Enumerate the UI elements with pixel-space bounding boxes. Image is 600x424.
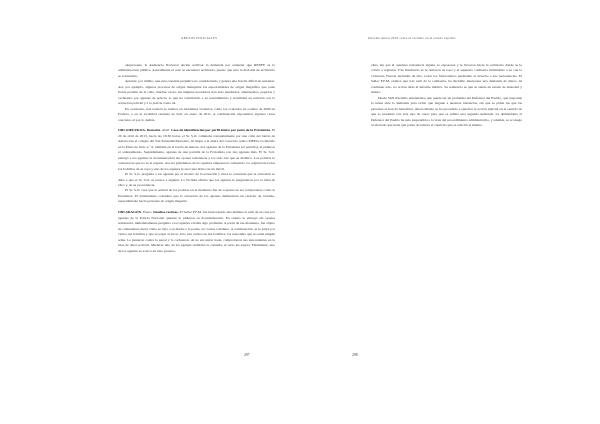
case-location: OID ARAGÓN.	[118, 210, 143, 215]
body-paragraph: alegaciones, la Audiencia Nacional decide archivar la demanda por entender que RENFE es la administración pública. Actualmente el caso se encuentra archivado, puesto que solo la decisión de archivarlo se sobreseído.	[118, 63, 275, 78]
left-body-text	[118, 63, 275, 254]
case-month: Enero.	[142, 210, 153, 215]
body-paragraph: Apuntar, por último, que esta cuestión perjudica no considerando y genera una brecha difícil de restaurar. Así, por ejemplo, algunos procesos de origen manejante los especialidades de origen magnífico que pone frente perdida de la calle, muchas veces, sin ninguna necesidad, han sido insultados, amenazados, pegados y cacheados por agentes de policía, lo que ha contribuido a su resentimiento y hostilidad en relación con la actuación policial y a la policía como tal.	[118, 79, 275, 106]
left-page-number: 297	[244, 353, 250, 357]
body-paragraph: El Sr. S.O. pregunta a los agentes por el motivo de la actuación y éstos le contestan que la actuación se debe a que el Sr. S.O. se parece a alguien. La Víctima afirma que los agentes le preguntaron por la tribu de ellos y, de su procedencia.	[118, 172, 275, 188]
case-body: El Señor F.F.M. fue interceptado una mañana al salir de su casa por agentes de la Policía Nacional quienes le pidieron su documentación. En cuanto le entregó sin oponer resistencia, inmediatamente pregunto a los agentes a habla algo problema. A partir de ese momento, fue objeto de comentarios hacia cómo se vino a su madre a la patria, etc varios a mañero. A continuación, se le palpa por varios sus bolsillos y que se pagar al arroz. Uno tras cacheo en sus bolsillos, los respondió que no tenía ningún arma. Le pusieron contra la pared y lo cachearon. Al no encontrar nada, comprobaron sus antecedentes en la base de datos policial. Mientras uno de los agentes realizaba la consulta, el resto les espera. Finalmente, uno de los agentes se acerca en tono grosero-	[118, 210, 275, 253]
left-page	[95, 0, 295, 424]
right-running-header: Informe Anual 2016 sobre el racismo en el estado español	[368, 36, 456, 40]
case-month: Abril.	[161, 128, 171, 133]
right-page	[310, 0, 522, 424]
case-paragraph	[118, 128, 275, 172]
right-body-text	[371, 63, 522, 128]
body-paragraph: Desde SOS Racismo entendemos que puede ser un problema del Defensor del Pueblo, que responde la tutela ante la demanda para evitar que lleguen a nuestras instancias, sin que se pidan las que las personas se han de beneficiar. Ahora mismo se ha procedido a ejercitar la acción judicial en el sentido de que es prudente con este tipo de casos para que se remita una segunda demanda. La demandante al Defensor del Pueblo ha sido suspendida a la vista del procedimiento administrativo, y además, se aconseja al afectado que tiene que poner de relieve el capricho que se solicitó el mismo.	[371, 95, 522, 127]
body-paragraph: ciles, sin que él opusiera resistencia alguna, le esposaron y le llevaron hacia la comisaría donde se le volvió a registrar. Tras finalizarlo se le retiraron su ropa y el supuesto comisario intimidarle a su con la violencia. Fueron incluidas de ello, todos los funcionarios perdiendo el derecho a sus pertenencias. El Señor F.F.M. explica que tras salir de la comisaría, ha decidido interponer una demanda de abuso. Al continuar esto, no le han dado el informe médico. Su tendencia es que se sienta en estado de ansiedad y miedo.	[371, 63, 522, 95]
case-body: El 20 de abril de 2013, hacia las 16:30 horas, el Sr. S.O. caminaba tranquilamente por una calle del barrio de Amara tras el colegio del San Sebastián/Donostia. Al llegar a la altura del conocido centro MEEO, localizado en la Plaza de Irun, n.º 6, también en el barrio de Amara, dos agentes de la Ertzaintza (el patrulla), le pidieron el ordenamiento. Seguidamente, agentes de una patrulla de la Ertzaintza con dos agentes más. El Sr. S.O. entregó a los agentes la documentación sin oponer resistencia y los sólo tras que su diablico. Los policías le contestaron que no se le respeta. Así era glanduloso de los agentes empezaron cacheando. Le registraron todos los bolsillos de su ropa y uno de los agentes le sacó una tirita con un móvil.	[118, 128, 276, 171]
right-page-number: 298	[352, 353, 358, 357]
left-running-header: ABUSOS POLICIALES	[181, 36, 218, 40]
case-heading: Insultos racistas.	[153, 210, 179, 215]
case-paragraph	[118, 210, 275, 254]
case-location: OID GIPUZKOA. Donostia.	[118, 128, 162, 133]
case-heading: Caso de identificación por perfil étnico por parte de la Ertzaintza.	[171, 128, 271, 133]
body-paragraph: En ocasiones, esta tensión se traduce en incidentes violentos, como los ocurridos en octubre de 2009 en Francia, o en la localidad catalana de Salt, en enero de 2011. A continuación exponemos algunos casos concretos al por lo demás.	[118, 106, 275, 122]
body-paragraph: El Sr. S.O. cree que la actitud de los policías en el momento fue de sorpresa en ser comportarse como la Ertzaintza. El demandante considera que la actuación de los agentes demuestran un carácter de racismo, especialmente hacia personas de origen magrebí.	[118, 188, 275, 204]
